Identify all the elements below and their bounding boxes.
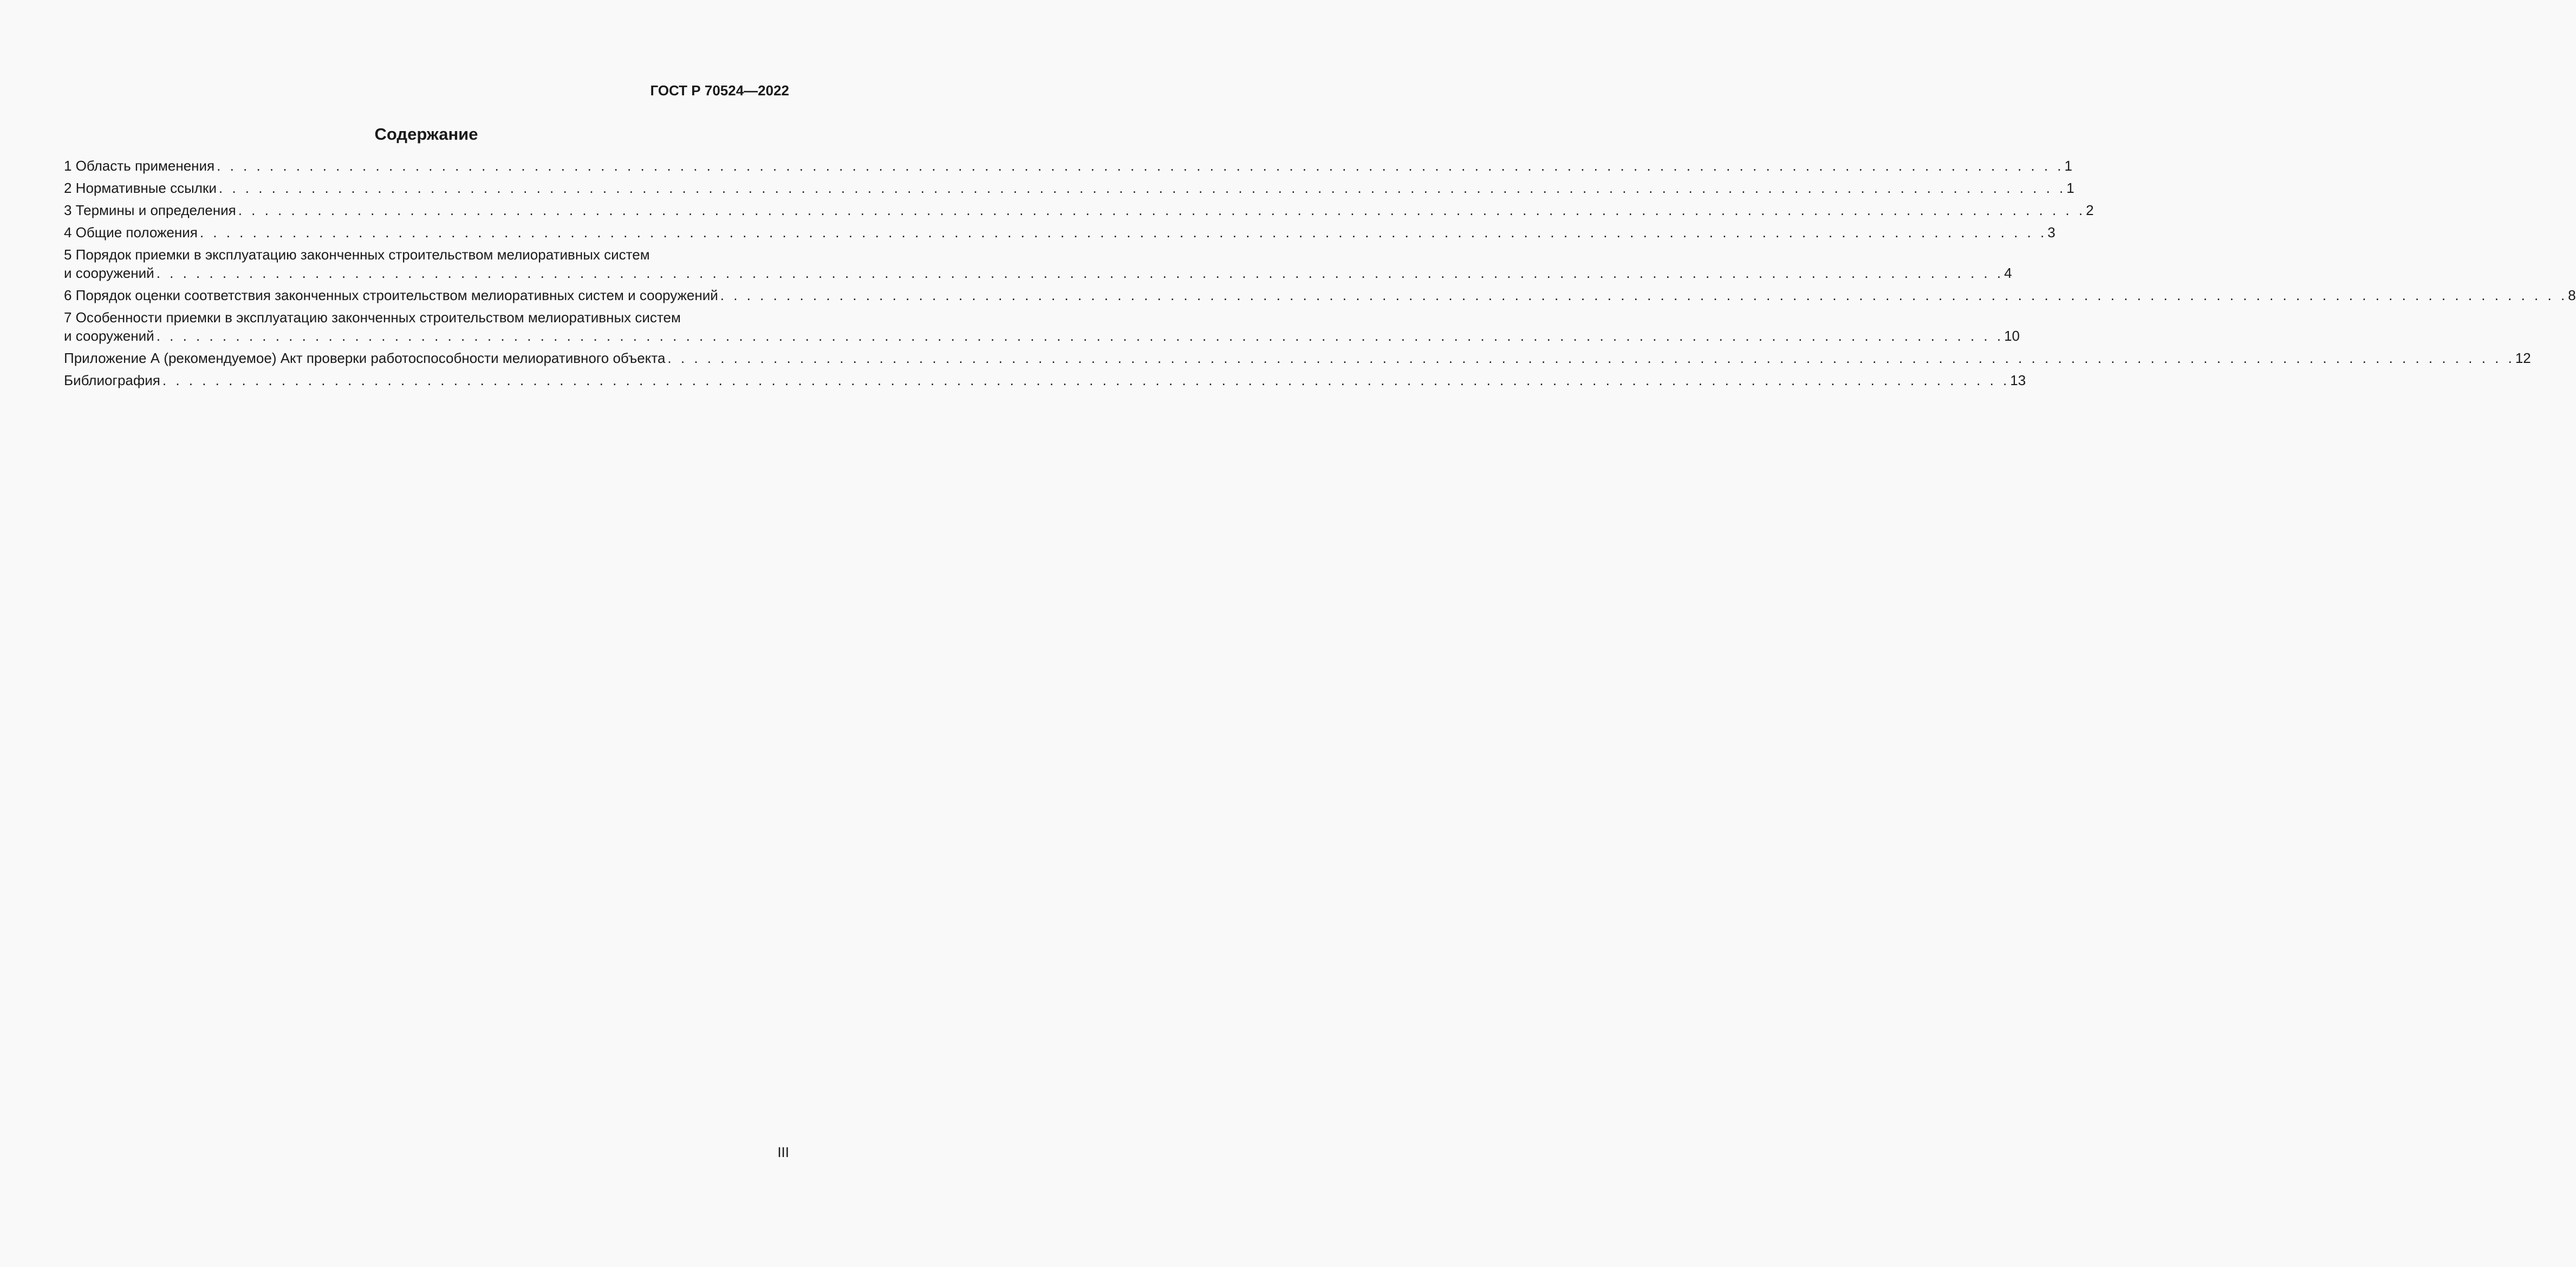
toc-entry-page: 2 bbox=[2086, 202, 2094, 218]
toc-entry-line bbox=[64, 371, 2026, 389]
toc-entry-text: 6 Порядок оценки соответствия законченных строительством мелиоративных систем и сооружений bbox=[64, 287, 718, 303]
toc-entry-text: Библиография bbox=[64, 372, 160, 388]
toc-title: Содержание bbox=[374, 125, 478, 144]
toc-leader-dots: . . . . . . . . . . . . . . . . . . . . . . . . . . . . . . . . . . . . . . . . . . . . . . . . . . . . . . . . . . . . . . . . . . . . . . . . . . . . . . . . . . . . . . . . . . . . . . . . . . . . . . . . . . . . . . . . . . . . . . . . . . . . . . . . . . . . . . . . . . . . bbox=[162, 372, 2010, 388]
page-number: III bbox=[777, 1144, 789, 1160]
toc-entry[interactable] bbox=[64, 245, 2012, 282]
toc-entry-line bbox=[64, 179, 2074, 197]
toc-leader-dots: . . . . . . . . . . . . . . . . . . . . . . . . . . . . . . . . . . . . . . . . . . . . . . . . . . . . . . . . . . . . . . . . . . . . . . . . . . . . . . . . . . . . . . . . . . . . . . . . . . . . . . . . . . . . . . . . . . . . . . . . . . . . . . . . . . . . . . . . . . . . bbox=[218, 180, 2066, 196]
toc-entry-first-line: 7 Особенности приемки в эксплуатацию законченных строительством мелиоративных систем bbox=[64, 309, 681, 326]
toc-entry[interactable] bbox=[64, 157, 2072, 175]
toc-entry-line bbox=[64, 327, 2020, 345]
toc-entry-text: Приложение А (рекомендуемое) Акт проверки работоспособности мелиоративного объекта bbox=[64, 350, 666, 366]
toc-entry-page: 13 bbox=[2010, 372, 2026, 388]
toc-leader-dots: . . . . . . . . . . . . . . . . . . . . . . . . . . . . . . . . . . . . . . . . . . . . . . . . . . . . . . . . . . . . . . . . . . . . . . . . . . . . . . . . . . . . . . . . . . . . . . . . . . . . . . . . . . . . . . . . . . . . . . . . . . . . . . . . . . . . . . . . . . . . bbox=[156, 265, 2004, 281]
toc-leader-dots: . . . . . . . . . . . . . . . . . . . . . . . . . . . . . . . . . . . . . . . . . . . . . . . . . . . . . . . . . . . . . . . . . . . . . . . . . . . . . . . . . . . . . . . . . . . . . . . . . . . . . . . . . . . . . . . . . . . . . . . . . . . . . . . . . . . . . . . . . . . . bbox=[238, 202, 2086, 218]
toc-entry-text: и сооружений bbox=[64, 328, 154, 344]
toc-leader-dots: . . . . . . . . . . . . . . . . . . . . . . . . . . . . . . . . . . . . . . . . . . . . . . . . . . . . . . . . . . . . . . . . . . . . . . . . . . . . . . . . . . . . . . . . . . . . . . . . . . . . . . . . . . . . . . . . . . . . . . . . . . . . . . . . . . . . . . . . . . . . bbox=[720, 287, 2568, 303]
toc-entry[interactable] bbox=[64, 179, 2074, 197]
toc-entry-page: 12 bbox=[2515, 350, 2531, 366]
toc-entry-page: 3 bbox=[2047, 224, 2055, 241]
toc-entry[interactable] bbox=[64, 308, 2020, 345]
toc-leader-dots: . . . . . . . . . . . . . . . . . . . . . . . . . . . . . . . . . . . . . . . . . . . . . . . . . . . . . . . . . . . . . . . . . . . . . . . . . . . . . . . . . . . . . . . . . . . . . . . . . . . . . . . . . . . . . . . . . . . . . . . . . . . . . . . . . . . . . . . . . . . . bbox=[156, 328, 2004, 344]
toc-entry-text: 4 Общие положения bbox=[64, 224, 198, 241]
toc-entry-line bbox=[64, 223, 2055, 242]
toc-entry-text: 3 Термины и определения bbox=[64, 202, 236, 218]
toc-entry[interactable] bbox=[64, 371, 2026, 389]
toc-entry-page: 8 bbox=[2568, 287, 2576, 303]
toc-entry-line bbox=[64, 201, 2094, 219]
toc-entry-line bbox=[64, 349, 2531, 367]
toc-entry-line bbox=[64, 286, 2576, 304]
toc-entry-page: 1 bbox=[2064, 158, 2072, 174]
toc-leader-dots: . . . . . . . . . . . . . . . . . . . . . . . . . . . . . . . . . . . . . . . . . . . . . . . . . . . . . . . . . . . . . . . . . . . . . . . . . . . . . . . . . . . . . . . . . . . . . . . . . . . . . . . . . . . . . . . . . . . . . . . . . . . . . . . . . . . . . . . . . . . . bbox=[217, 158, 2064, 174]
toc-entry-text: и сооружений bbox=[64, 265, 154, 281]
toc-leader-dots: . . . . . . . . . . . . . . . . . . . . . . . . . . . . . . . . . . . . . . . . . . . . . . . . . . . . . . . . . . . . . . . . . . . . . . . . . . . . . . . . . . . . . . . . . . . . . . . . . . . . . . . . . . . . . . . . . . . . . . . . . . . . . . . . . . . . . . . . . . . . bbox=[199, 224, 2047, 241]
toc-leader-dots: . . . . . . . . . . . . . . . . . . . . . . . . . . . . . . . . . . . . . . . . . . . . . . . . . . . . . . . . . . . . . . . . . . . . . . . . . . . . . . . . . . . . . . . . . . . . . . . . . . . . . . . . . . . . . . . . . . . . . . . . . . . . . . . . . . . . . . . . . . . . bbox=[667, 350, 2515, 366]
toc-entry[interactable] bbox=[64, 286, 2576, 304]
toc-entry-first-line: 5 Порядок приемки в эксплуатацию законченных строительством мелиоративных систем bbox=[64, 246, 650, 263]
toc-entry-line bbox=[64, 157, 2072, 175]
toc-entry[interactable] bbox=[64, 223, 2055, 242]
table-of-contents bbox=[64, 157, 2576, 393]
toc-entry-text: 2 Нормативные ссылки bbox=[64, 180, 217, 196]
toc-entry-page: 4 bbox=[2004, 265, 2012, 281]
toc-entry-text: 1 Область применения bbox=[64, 158, 215, 174]
toc-entry[interactable] bbox=[64, 201, 2094, 219]
toc-entry-page: 10 bbox=[2004, 328, 2020, 344]
toc-entry[interactable] bbox=[64, 349, 2531, 367]
document-code: ГОСТ Р 70524—2022 bbox=[650, 82, 789, 99]
toc-entry-page: 1 bbox=[2066, 180, 2074, 196]
toc-entry-line bbox=[64, 264, 2012, 282]
